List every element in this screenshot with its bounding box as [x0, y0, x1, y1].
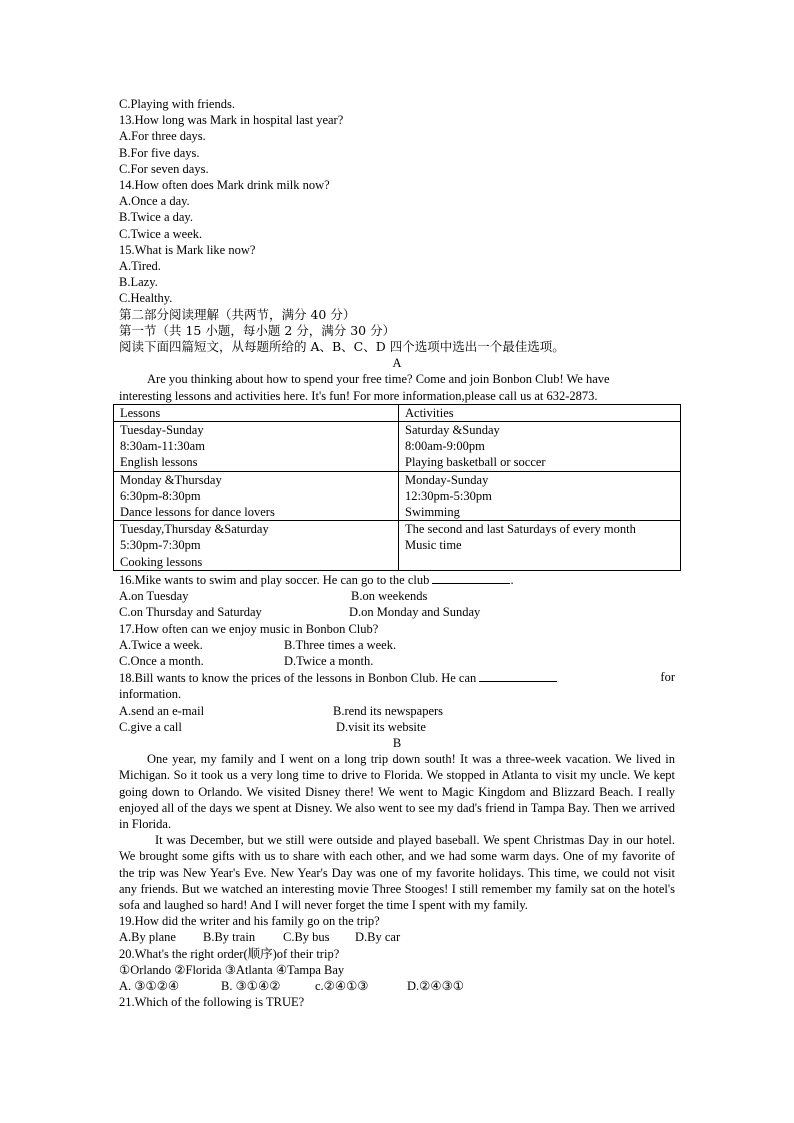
section-instruction: 阅读下面四篇短文，从每题所给的 A、B、C、D 四个选项中选出一个最佳选项。 — [119, 339, 565, 355]
q15-option-a: A.Tired. — [119, 259, 161, 274]
q18-option-d: D.visit its website — [336, 719, 426, 734]
q18-question — [119, 669, 675, 686]
q21-question: 21.Which of the following is TRUE? — [119, 995, 305, 1010]
cell-line: The second and last Saturdays of every month — [405, 522, 636, 537]
q14-option-b: B.Twice a day. — [119, 210, 193, 225]
q18-question-end: for — [660, 670, 675, 685]
table-cell — [114, 422, 399, 472]
passage-a-intro-line2: interesting lessons and activities here. It's fun! For more information,please call us at 632-2873. — [119, 388, 598, 403]
passage-b-paragraph-1: One year, my family and I went on a long trip down south! It was a three-week vacation. We lived in Michigan. So it took us a very long time to drive to Florida. We stopped in Atlanta to visit my uncle. We kept going down to Orlando. We visited Disney there! We went to Magic Kingdom and Blizzard Beach. I really enjoyed all of the days we spent at Disney. We also went to see my dad's friend in Tampa Bay. Then we arrived in Florida. — [119, 752, 675, 831]
q19-option-d: D.By car — [355, 930, 401, 945]
q20-option-d: D.②④③① — [407, 978, 464, 993]
q20-places: ①Orlando ②Florida ③Atlanta ④Tampa Bay — [119, 962, 345, 977]
q16-option-c: C.on Thursday and Saturday — [119, 605, 262, 620]
q17-question: 17.How often can we enjoy music in Bonbon Club? — [119, 621, 379, 636]
q18-option-a: A.send an e-mail — [119, 703, 205, 718]
q14-option-a: A.Once a day. — [119, 194, 190, 209]
q19-options — [119, 929, 675, 945]
q16-option-b: B.on weekends — [351, 589, 428, 604]
q16-question-text: 16.Mike wants to swim and play soccer. He can go to the club — [119, 572, 430, 587]
cell-line: Music time — [405, 538, 462, 553]
q16-question — [119, 571, 675, 588]
cell-line: 12:30pm-5:30pm — [405, 488, 492, 503]
q14-question: 14.How often does Mark drink milk now? — [119, 178, 330, 193]
table-row — [114, 521, 681, 571]
cell-line: 5:30pm-7:30pm — [120, 538, 201, 553]
passage-b-label: B — [392, 735, 402, 750]
table-header-row — [114, 404, 681, 421]
cell-line: 8:30am-11:30am — [120, 439, 205, 454]
table-cell — [114, 471, 399, 521]
q13-option-a: A.For three days. — [119, 129, 206, 144]
q13-option-b: B.For five days. — [119, 145, 200, 160]
table-cell — [399, 471, 681, 521]
q19-question: 19.How did the writer and his family go on the trip? — [119, 914, 380, 929]
q16-options-row1 — [119, 588, 675, 604]
cell-line: English lessons — [120, 455, 198, 470]
q19-option-a: A.By plane — [119, 930, 176, 945]
q18-option-b: B.rend its newspapers — [333, 703, 444, 718]
cell-line: Tuesday,Thursday &Saturday — [120, 522, 269, 537]
cell-line: Monday &Thursday — [120, 472, 222, 487]
table-cell — [399, 521, 681, 571]
cell-line: Dance lessons for dance lovers — [120, 505, 275, 520]
q15-option-c: C.Healthy. — [119, 291, 173, 306]
club-schedule-table — [113, 404, 681, 571]
q18-answer-blank — [479, 669, 557, 682]
section-subheading: 第一节（共 15 小题，每小题 2 分，满分 30 分） — [119, 322, 396, 338]
q20-option-a: A. ③①②④ — [119, 978, 180, 993]
q18-question-line2: information. — [119, 687, 182, 702]
q17-options-row1 — [119, 637, 675, 653]
cell-line: 8:00am-9:00pm — [405, 439, 485, 454]
q18-options-row2 — [119, 719, 675, 735]
q15-question: 15.What is Mark like now? — [119, 242, 256, 257]
q16-options-row2 — [119, 604, 675, 620]
q14-option-c: C.Twice a week. — [119, 226, 203, 241]
table-row — [114, 471, 681, 521]
passage-a-intro-line1: Are you thinking about how to spend your free time? Come and join Bonbon Club! We have — [147, 372, 610, 387]
cell-line: Saturday &Sunday — [405, 423, 500, 438]
q18-options-row1 — [119, 703, 675, 719]
table-header-lessons: Lessons — [114, 404, 399, 421]
cell-line: 6:30pm-8:30pm — [120, 488, 201, 503]
q17-option-b: B.Three times a week. — [284, 637, 397, 652]
cell-line: Swimming — [405, 505, 460, 520]
cell-line: Playing basketball or soccer — [405, 455, 546, 470]
q16-period: . — [510, 572, 514, 587]
q16-option-a: A.on Tuesday — [119, 589, 189, 604]
table-cell — [114, 521, 399, 571]
q20-options — [119, 978, 675, 994]
q13-option-c: C.For seven days. — [119, 161, 209, 176]
q20-option-b: B. ③①④② — [221, 978, 281, 993]
q17-option-c: C.Once a month. — [119, 653, 204, 668]
cell-line: Tuesday-Sunday — [120, 423, 204, 438]
q17-options-row2 — [119, 653, 675, 669]
exam-page — [119, 96, 675, 1010]
q18-option-c: C.give a call — [119, 719, 182, 734]
q17-option-a: A.Twice a week. — [119, 637, 203, 652]
q15-option-b: B.Lazy. — [119, 275, 158, 290]
table-header-activities: Activities — [399, 404, 681, 421]
q18-question-text: 18.Bill wants to know the prices of the lessons in Bonbon Club. He can — [119, 671, 477, 686]
q16-option-d: D.on Monday and Sunday — [349, 605, 481, 620]
cell-line: Cooking lessons — [120, 554, 203, 569]
q20-question: 20.What's the right order(顺序)of their trip? — [119, 946, 340, 961]
q19-option-b: B.By train — [203, 930, 256, 945]
table-cell — [399, 422, 681, 472]
cell-line: Monday-Sunday — [405, 472, 489, 487]
q13-question: 13.How long was Mark in hospital last year? — [119, 113, 344, 128]
q19-option-c: C.By bus — [283, 930, 330, 945]
section-heading: 第二部分阅读理解（共两节，满分 40 分） — [119, 306, 356, 322]
q16-answer-blank — [432, 571, 510, 584]
passage-a-label: A — [392, 356, 402, 371]
q17-option-d: D.Twice a month. — [284, 653, 374, 668]
q20-option-c: c.②④①③ — [315, 978, 369, 993]
table-row — [114, 422, 681, 472]
q12-option-c: C.Playing with friends. — [119, 97, 235, 111]
passage-b-paragraph-2: It was December, but we still were outside and played baseball. We spent Christmas Day in our hotel. We brought some gifts with us to share with each other, and we had some warm days. One of my favorite of the trip was New Year's Eve. New Year's Day was one of my favorite holidays. This time, we could not visit any friends. But we watched an interesting movie Three Stooges! I still remember my family sat on the hotel's sofa and laughed so hard! And I will never forget the time I spent with my family. — [119, 833, 675, 912]
